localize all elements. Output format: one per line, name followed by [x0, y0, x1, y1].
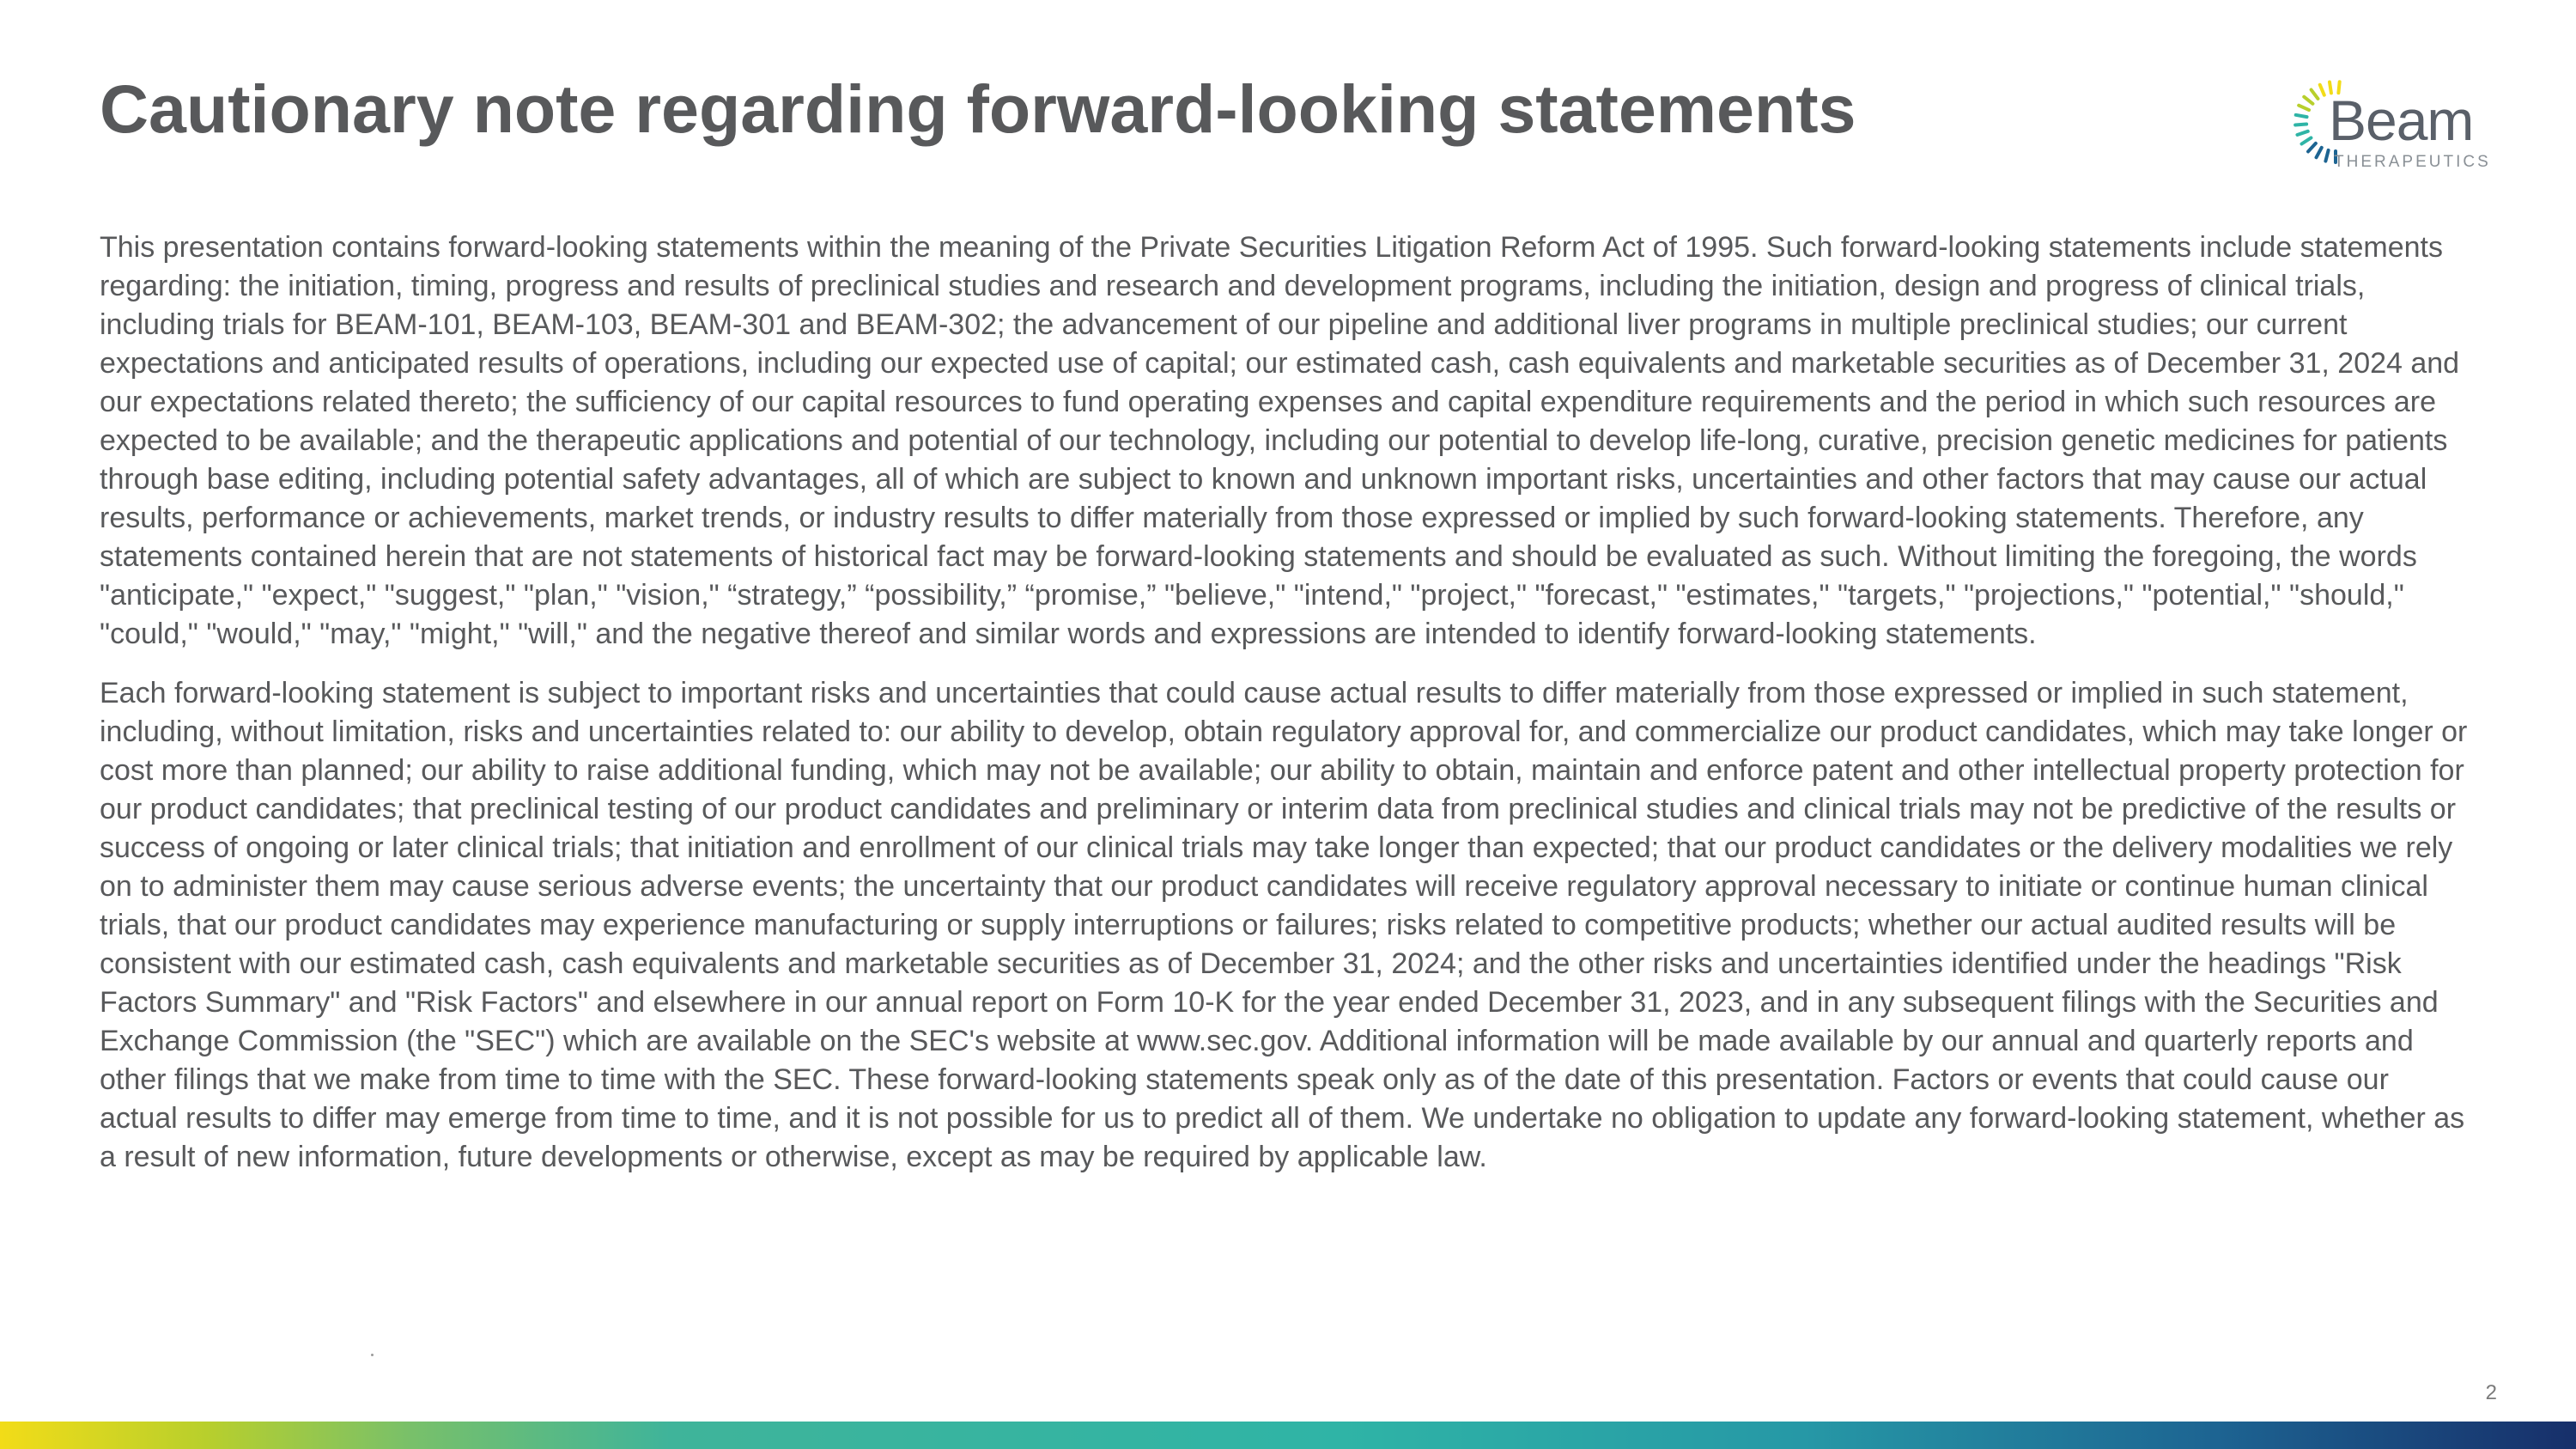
disclaimer-body: [100, 228, 2470, 1177]
logo-wordmark: Beam: [2329, 88, 2474, 152]
logo-ray: [2317, 148, 2322, 157]
logo-ray: [2312, 90, 2318, 99]
logo-ray: [2297, 131, 2307, 135]
logo-ray: [2296, 115, 2307, 117]
slide-title: Cautionary note regarding forward-looking statements: [100, 70, 1856, 147]
stray-dot: [371, 1354, 374, 1356]
logo-ray: [2308, 143, 2316, 152]
logo-ray: [2302, 137, 2312, 143]
page-number: 2: [2485, 1381, 2497, 1404]
beam-therapeutics-logo: [2291, 72, 2506, 175]
disclaimer-paragraph-1: This presentation contains forward-looking statements within the meaning of the Private Securities Litigation Reform Act of 1995. Such forward-looking statements include statements regarding: the initiation, timing, progress and results of preclinical studies and research and development programs, including the initiation, design and progress of clinical trials, including trials for BEAM-101, BEAM-103, BEAM-301 and BEAM-302; the advancement of our pipeline and additional liver programs in multiple preclinical studies; our current expectations and anticipated results of operations, including our expected use of capital; our estimated cash, cash equivalents and marketable securities as of December 31, 2024 and our expectations related thereto; the sufficiency of our capital resources to fund operating expenses and capital expenditure requirements and the period in which such resources are expected to be available; and the therapeutic applications and potential of our technology, including our potential to develop life-long, curative, precision genetic medicines for patients through base editing, including potential safety advantages, all of which are subject to known and unknown important risks, uncertainties and other factors that may cause our actual results, performance or achievements, market trends, or industry results to differ materially from those expressed or implied by such forward-looking statements. Therefore, any statements contained herein that are not statements of historical fact may be forward-looking statements and should be evaluated as such. Without limiting the foregoing, the words "anticipate," "expect," "suggest," "plan," "vision," “strategy,” “possibility,” “promise,” "believe," "intend," "project," "forecast," "estimates," "targets," "projections," "potential," "should," "could," "would," "may," "might," "will," and the negative thereof and similar words and expressions are intended to identify forward-looking statements.: [100, 231, 2460, 650]
footer-gradient-bar: [0, 1422, 2576, 1449]
disclaimer-paragraph-2: Each forward-looking statement is subject to important risks and uncertainties that could cause actual results to differ materially from those expressed or implied in such statement, including, without limitation, risks and uncertainties related to: our ability to develop, obtain regulatory approval for, and commercialize our product candidates, which may take longer or cost more than planned; our ability to raise additional funding, which may not be available; our ability to obtain, maintain and enforce patent and other intellectual property protection for our product candidates; that preclinical testing of our product candidates and preliminary or interim data from preclinical studies and clinical trials may not be predictive of the results or success of ongoing or later clinical trials; that initiation and enrollment of our clinical trials may take longer than expected; that our product candidates or the delivery modalities we rely on to administer them may cause serious adverse events; the uncertainty that our product candidates will receive regulatory approval necessary to initiate or continue human clinical trials, that our product candidates may experience manufacturing or supply interruptions or failures; risks related to competitive products; whether our actual audited results will be consistent with our estimated cash, cash equivalents and marketable securities as of December 31, 2024; and the other risks and uncertainties identified under the headings "Risk Factors Summary" and "Risk Factors" and elsewhere in our annual report on Form 10-K for the year ended December 31, 2023, and in any subsequent filings with the Securities and Exchange Commission (the "SEC") which are available on the SEC's website at www.sec.gov. Additional information will be made available by our annual and quarterly reports and other filings that we make from time to time with the SEC. These forward-looking statements speak only as of the date of this presentation. Factors or events that could cause our actual results to differ may emerge from time to time, and it is not possible for us to predict all of them. We undertake no obligation to update any forward-looking statement, whether as a result of new information, future developments or otherwise, except as may be required by applicable law.: [100, 677, 2468, 1173]
logo-ray: [2304, 97, 2312, 104]
logo-ray: [2299, 106, 2309, 110]
logo-subtitle: THERAPEUTICS: [2334, 153, 2491, 171]
logo-ray: [2320, 85, 2324, 95]
